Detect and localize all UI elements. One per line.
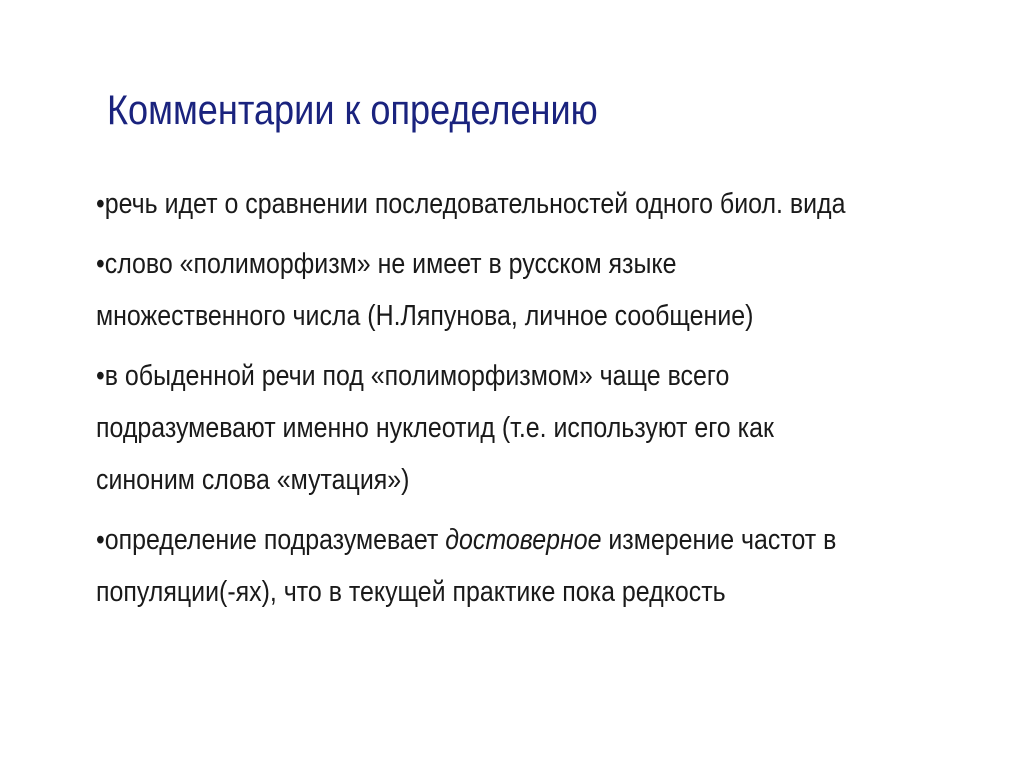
bullet-item-2	[96, 238, 947, 342]
bullet-text-emphasis: достоверное	[445, 524, 602, 556]
bullet-marker: •	[96, 524, 105, 556]
bullet-text: речь идет о сравнении последовательностей одного биол. вида	[104, 188, 846, 220]
bullet-text: в обыденной речи под «полиморфизмом» чаще всего	[104, 360, 730, 392]
bullet-line	[96, 514, 947, 566]
bullet-text-before: определение подразумевает	[104, 524, 446, 556]
bullet-list	[96, 178, 947, 626]
bullet-text-after: измерение частот в	[601, 524, 837, 556]
bullet-marker: •	[96, 188, 105, 220]
bullet-item-4	[96, 514, 947, 618]
bullet-line	[96, 238, 947, 290]
bullet-continuation-line: множественного числа (Н.Ляпунова, личное сообщение)	[96, 300, 754, 332]
bullet-line	[96, 350, 947, 402]
bullet-item-1	[96, 178, 947, 230]
bullet-continuation-line: подразумевают именно нуклеотид (т.е. используют его как	[96, 412, 774, 444]
bullet-marker: •	[96, 360, 105, 392]
bullet-text: слово «полиморфизм» не имеет в русском языке	[104, 248, 677, 280]
bullet-continuation-line: синоним слова «мутация»)	[96, 464, 410, 496]
bullet-line	[96, 178, 947, 230]
slide-title: Комментарии к определению	[107, 86, 598, 133]
bullet-continuation-line: популяции(-ях), что в текущей практике пока редкость	[96, 576, 726, 608]
bullet-item-3	[96, 350, 947, 506]
bullet-marker: •	[96, 248, 105, 280]
